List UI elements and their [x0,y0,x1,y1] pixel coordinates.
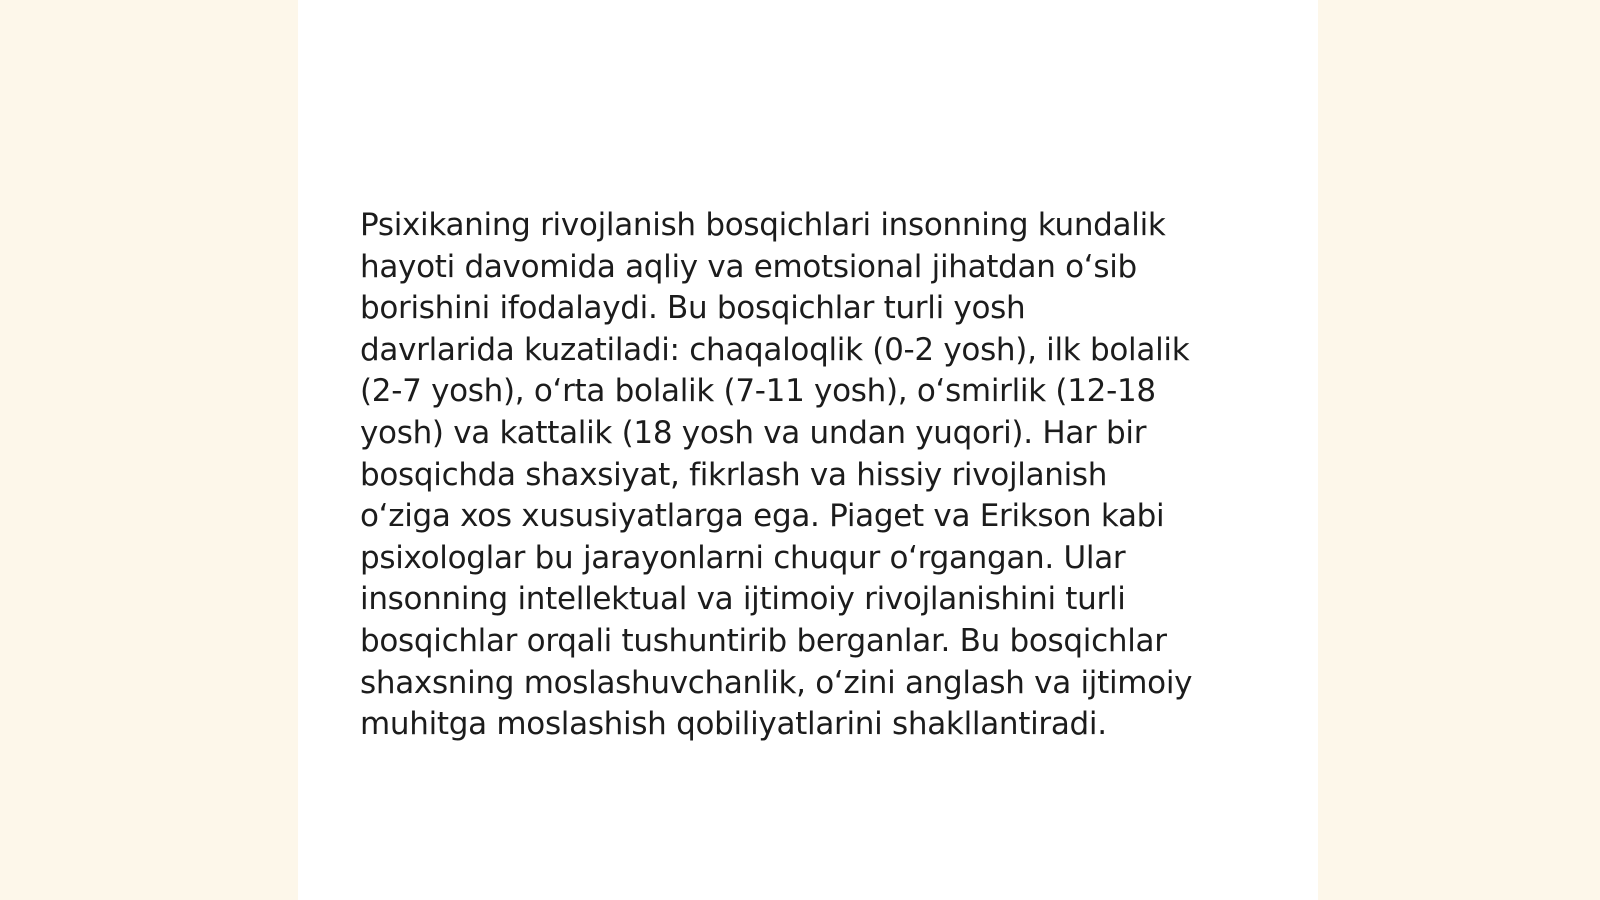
body-line: muhitga moslashish qobiliyatlarini shakllantiradi. [360,706,1107,743]
body-line: davrlarida kuzatiladi: chaqaloqlik (0-2 yosh), ilk bolalik [360,331,1190,368]
body-line: bosqichlar orqali tushuntirib berganlar. Bu bosqichlar [360,622,1167,659]
body-line: shaxsning moslashuvchanlik, oʻzini anglash va ijtimoiy [360,664,1193,701]
body-line: hayoti davomida aqliy va emotsional jihatdan oʻsib [360,248,1137,285]
body-line: bosqichda shaxsiyat, fikrlash va hissiy rivojlanish [360,456,1108,493]
left-margin-panel [0,0,298,900]
body-line: (2-7 yosh), oʻrta bolalik (7-11 yosh), oʻsmirlik (12-18 [360,373,1156,410]
slide [298,0,1318,900]
body-line: psixologlar bu jarayonlarni chuqur oʻrgangan. Ular [360,539,1126,576]
body-line: Psixikaning rivojlanish bosqichlari insonning kundalik [360,207,1166,243]
slide-body-text [360,205,1260,746]
body-line: oʻziga xos xususiyatlarga ega. Piaget va Erikson kabi [360,498,1165,535]
body-line: insonning intellektual va ijtimoiy rivojlanishini turli [360,581,1126,618]
body-line: yosh) va kattalik (18 yosh va undan yuqori). Har bir [360,414,1147,451]
right-margin-panel [1318,0,1600,900]
body-line: borishini ifodalaydi. Bu bosqichlar turli yosh [360,290,1026,327]
